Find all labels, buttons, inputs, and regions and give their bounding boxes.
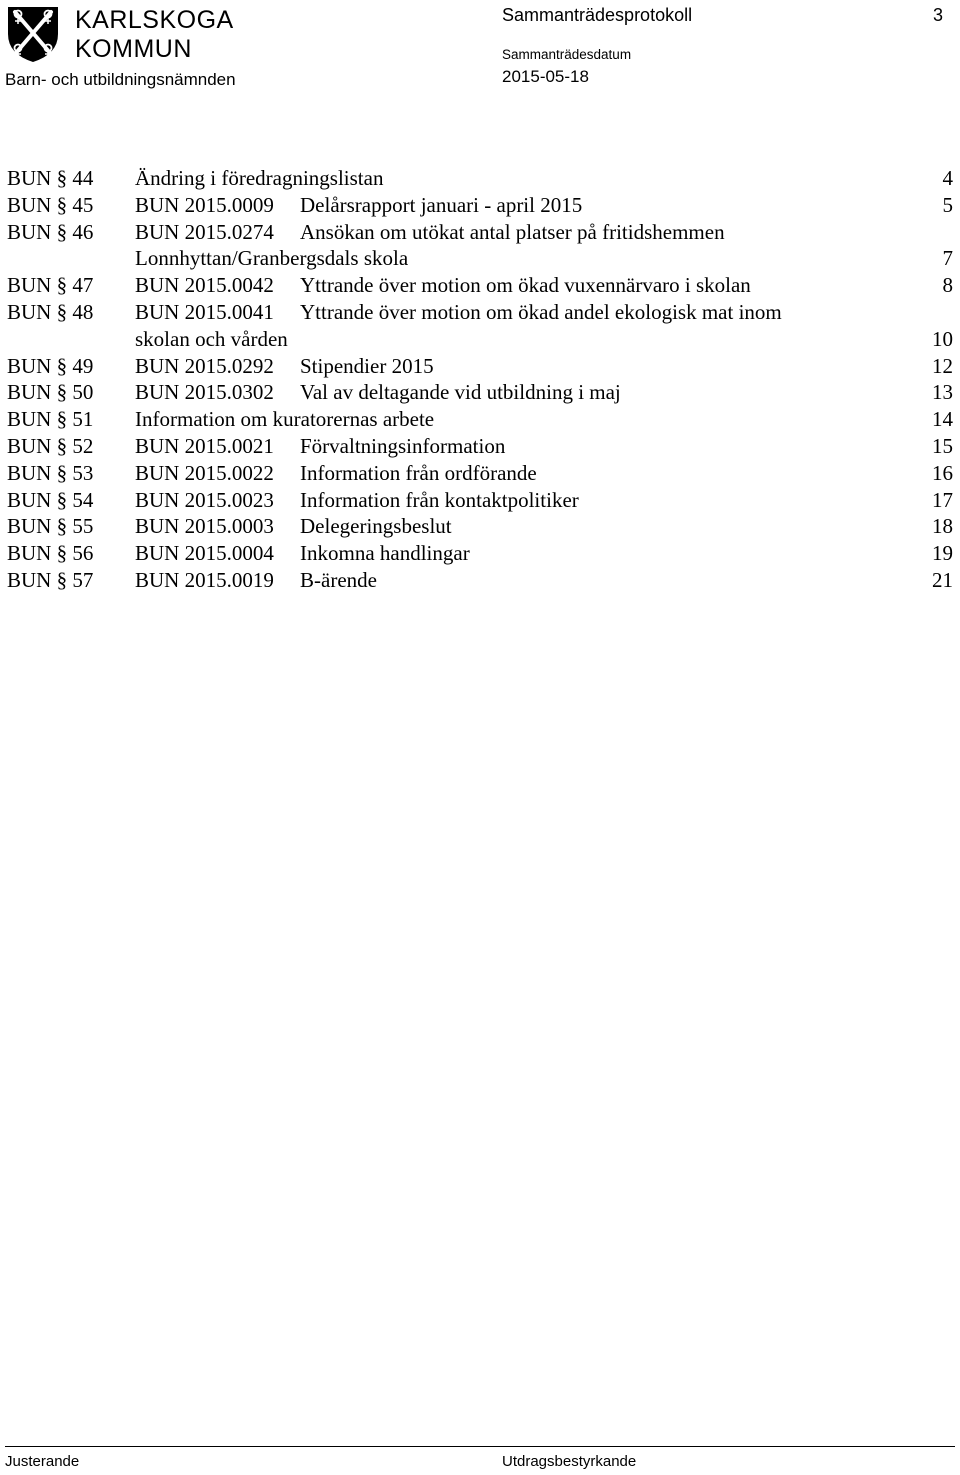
agenda-item-number: BUN § 48: [7, 299, 94, 324]
agenda-item-title: B-ärende: [300, 567, 377, 592]
agenda-item: [0, 406, 960, 433]
agenda-item-number: BUN § 52: [7, 433, 94, 458]
agenda-item-page: 21: [932, 567, 953, 592]
agenda-item-reference: BUN 2015.0004: [135, 541, 274, 566]
agenda-item-title: Yttrande över motion om ökad vuxennärvaro i skolan: [300, 273, 751, 298]
agenda-item-page: 4: [942, 166, 953, 190]
agenda-item-title: Information om kuratorernas arbete: [135, 407, 435, 432]
agenda-item-page: 5: [942, 192, 953, 217]
agenda-item: [0, 379, 960, 406]
agenda-item-reference: BUN 2015.0023: [135, 487, 274, 512]
agenda-item-title: Förvaltningsinformation: [300, 433, 506, 458]
agenda-item: [0, 460, 960, 487]
agenda-item-page: 12: [932, 353, 953, 378]
agenda-item-number: BUN § 53: [7, 460, 94, 485]
agenda-item-title-continued: skolan och vården: [135, 326, 288, 351]
document-title: Sammanträdesprotokoll: [502, 5, 693, 25]
org-name-line1: KARLSKOGA: [75, 6, 234, 34]
agenda-item: [0, 299, 960, 353]
meeting-date-label: Sammanträdesdatum: [502, 47, 632, 62]
meeting-date-value: 2015-05-18: [502, 67, 589, 86]
agenda-item-page: 17: [932, 487, 953, 512]
agenda-item-title: Delegeringsbeslut: [300, 514, 452, 539]
footer-utdragsbestyrkande: Utdragsbestyrkande: [502, 1453, 637, 1470]
agenda-item: [0, 540, 960, 567]
agenda-item-page: 7: [942, 246, 953, 271]
agenda-item-reference: BUN 2015.0019: [135, 567, 274, 592]
agenda-item: [0, 487, 960, 514]
agenda-item-page: 16: [932, 460, 953, 485]
agenda-item-reference: BUN 2015.0003: [135, 514, 274, 539]
agenda-item-number: BUN § 56: [7, 541, 94, 566]
agenda-item-reference: BUN 2015.0009: [135, 192, 274, 217]
agenda-item: [0, 567, 960, 594]
agenda-item: [0, 353, 960, 380]
agenda-item-number: BUN § 50: [7, 380, 94, 405]
footer-justerande: Justerande: [5, 1453, 80, 1470]
agenda-item-number: BUN § 45: [7, 192, 94, 217]
agenda-item-title: Inkomna handlingar: [300, 541, 470, 566]
agenda-item: [0, 219, 960, 273]
agenda-item-title: Val av deltagande vid utbildning i maj: [300, 380, 621, 405]
footer-divider: [5, 1446, 955, 1447]
committee-name: Barn- och utbildningsnämnden: [5, 70, 236, 89]
agenda-item-page: 19: [932, 541, 953, 566]
agenda-item: [0, 513, 960, 540]
agenda-item-number: BUN § 55: [7, 514, 94, 539]
agenda-item-reference: BUN 2015.0274: [135, 219, 274, 244]
agenda-item: [0, 192, 960, 219]
agenda-item-title: Yttrande över motion om ökad andel ekologisk mat inom: [300, 299, 782, 324]
agenda-list: [0, 165, 960, 594]
agenda-item-reference: BUN 2015.0302: [135, 380, 274, 405]
agenda-item-page: 13: [932, 380, 953, 405]
agenda-item: [0, 433, 960, 460]
agenda-item-title: Ansökan om utökat antal platser på fritidshemmen: [300, 219, 725, 244]
agenda-item-reference: BUN 2015.0041: [135, 299, 274, 324]
agenda-item-title: Ändring i föredragningslistan: [135, 166, 384, 190]
agenda-item-reference: BUN 2015.0021: [135, 433, 274, 458]
agenda-item: [0, 272, 960, 299]
agenda-item-title: Information från kontaktpolitiker: [300, 487, 579, 512]
agenda-item-page: 15: [932, 433, 953, 458]
agenda-item-reference: BUN 2015.0292: [135, 353, 274, 378]
agenda-item-number: BUN § 54: [7, 487, 94, 512]
agenda-item-title: Delårsrapport januari - april 2015: [300, 192, 583, 217]
agenda-item-page: 8: [942, 273, 953, 298]
agenda-item-reference: BUN 2015.0042: [135, 273, 274, 298]
agenda-item-title-continued: Lonnhyttan/Granbergsdals skola: [135, 246, 409, 271]
agenda-item-number: BUN § 44: [7, 166, 94, 190]
agenda-item-number: BUN § 57: [7, 567, 94, 592]
coat-of-arms-icon: [5, 4, 61, 64]
agenda-item: [0, 165, 960, 192]
agenda-item-title: Information från ordförande: [300, 460, 537, 485]
agenda-item-number: BUN § 46: [7, 219, 94, 244]
agenda-item-page: 18: [932, 514, 953, 539]
agenda-item-reference: BUN 2015.0022: [135, 460, 274, 485]
page-number: 3: [933, 5, 944, 25]
org-name-line2: KOMMUN: [75, 35, 192, 63]
agenda-item-page: 14: [932, 407, 953, 432]
agenda-item-number: BUN § 51: [7, 407, 94, 432]
agenda-item-number: BUN § 47: [7, 273, 94, 298]
agenda-item-title: Stipendier 2015: [300, 353, 434, 378]
agenda-item-page: 10: [932, 326, 953, 351]
agenda-item-number: BUN § 49: [7, 353, 94, 378]
